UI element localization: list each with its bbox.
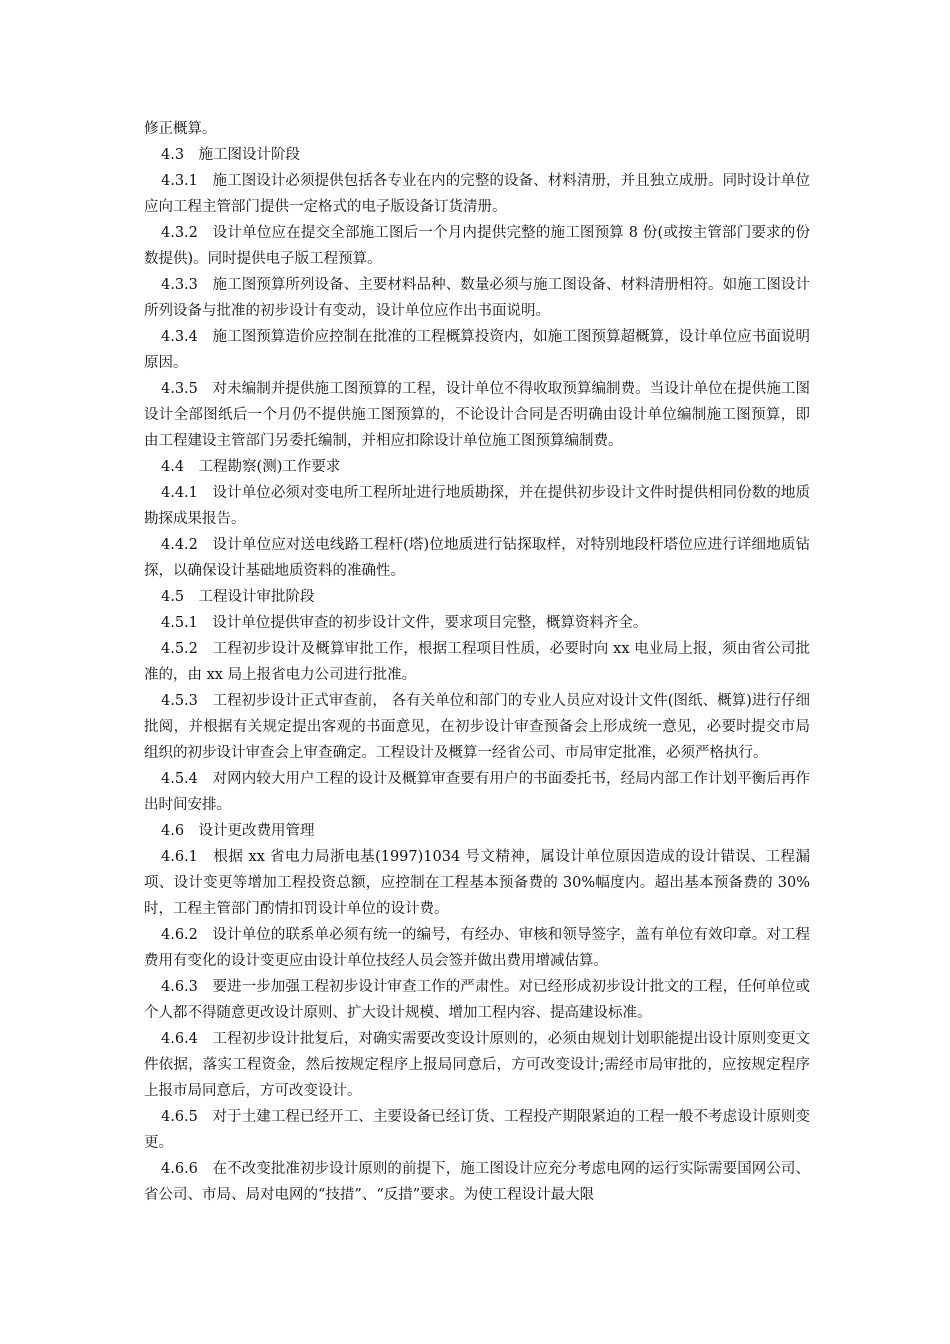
paragraph: 4.3.4 施工图预算造价应控制在批准的工程概算投资内，如施工图预算超概算，设计单位应书面说明原因。 (144, 329, 810, 371)
paragraph: 4.6.3 要进一步加强工程初步设计审查工作的严肃性。对已经形成初步设计批文的工程，任何单位或个人都不得随意更改设计原则、扩大设计规模、增加工程内容、提高建设标准。 (144, 979, 810, 1021)
paragraph: 4.3.2 设计单位应在提交全部施工图后一个月内提供完整的施工图预算 8 份(或按主管部门要求的份数提供)。同时提供电子版工程预算。 (144, 225, 810, 267)
paragraph: 4.5.2 工程初步设计及概算审批工作，根据工程项目性质，必要时向 xx 电业局上报，须由省公司批准的，由 xx 局上报省电力公司进行批准。 (144, 641, 810, 683)
paragraph: 4.6.6 在不改变批准初步设计原则的前提下，施工图设计应充分考虑电网的运行实际需要国网公司、省公司、市局、局对电网的“技措”、“反措”要求。为使工程设计最大限 (144, 1161, 810, 1203)
paragraph: 4.3.3 施工图预算所列设备、主要材料品种、数量必须与施工图设备、材料清册相符。如施工图设计所列设备与批准的初步设计有变动，设计单位应作出书面说明。 (144, 277, 810, 319)
section-heading: 4.5 工程设计审批阶段 (161, 589, 315, 605)
paragraph: 4.5.3 工程初步设计正式审查前， 各有关单位和部门的专业人员应对设计文件(图纸、概算)进行仔细批阅，并根据有关规定提出客观的书面意见，在初步设计审查预备会上形成统一意见，必要时提交市局组织的初步设计审查会上审查确定。工程设计及概算一经省公司、市局审定批准，必须严格执行。 (144, 693, 810, 761)
paragraph: 4.5.4 对网内较大用户工程的设计及概算审查要有用户的书面委托书，经局内部工作计划平衡后再作出时间安排。 (144, 771, 810, 813)
paragraph: 4.5.1 设计单位提供审查的初步设计文件，要求项目完整，概算资料齐全。 (161, 615, 648, 631)
paragraph: 4.6.1 根据 xx 省电力局浙电基(1997)1034 号文精神，属设计单位原因造成的设计错误、工程漏项、设计变更等增加工程投资总额，应控制在工程基本预备费的 30%幅度内。超出基本预备费的 30%时，工程主管部门酌情扣罚设计单位的设计费。 (144, 849, 810, 917)
paragraph: 4.3.1 施工图设计必须提供包括各专业在内的完整的设备、材料清册，并且独立成册。同时设计单位应向工程主管部门提供一定格式的电子版设备订货清册。 (144, 173, 810, 215)
section-heading: 4.6 设计更改费用管理 (161, 823, 315, 839)
paragraph: 修正概算。 (144, 121, 217, 137)
paragraph: 4.6.2 设计单位的联系单必须有统一的编号，有经办、审核和领导签字，盖有单位有效印章。对工程费用有变化的设计变更应由设计单位技经人员会签并做出费用增减估算。 (144, 927, 810, 969)
paragraph: 4.6.4 工程初步设计批复后，对确实需要改变设计原则的，必须由规划计划职能提出设计原则变更文件依据，落实工程资金，然后按规定程序上报局同意后，方可改变设计;需经市局审批的，应按规定程序上报市局同意后，方可改变设计。 (144, 1031, 810, 1099)
paragraph: 4.4.1 设计单位必须对变电所工程所址进行地质勘探，并在提供初步设计文件时提供相同份数的地质勘探成果报告。 (144, 485, 810, 527)
section-heading: 4.3 施工图设计阶段 (161, 147, 301, 163)
paragraph: 4.6.5 对于土建工程已经开工、主要设备已经订货、工程投产期限紧迫的工程一般不考虑设计原则变更。 (144, 1109, 810, 1151)
document-body (144, 116, 810, 1208)
paragraph: 4.3.5 对未编制并提供施工图预算的工程，设计单位不得收取预算编制费。当设计单位在提供施工图设计全部图纸后一个月仍不提供施工图预算的，不论设计合同是否明确由设计单位编制施工图预算，即由工程建设主管部门另委托编制，并相应扣除设计单位施工图预算编制费。 (144, 381, 810, 449)
section-heading: 4.4 工程勘察(测)工作要求 (161, 459, 341, 475)
paragraph: 4.4.2 设计单位应对送电线路工程杆(塔)位地质进行钻探取样，对特别地段杆塔位应进行详细地质钻探，以确保设计基础地质资料的准确性。 (144, 537, 810, 579)
